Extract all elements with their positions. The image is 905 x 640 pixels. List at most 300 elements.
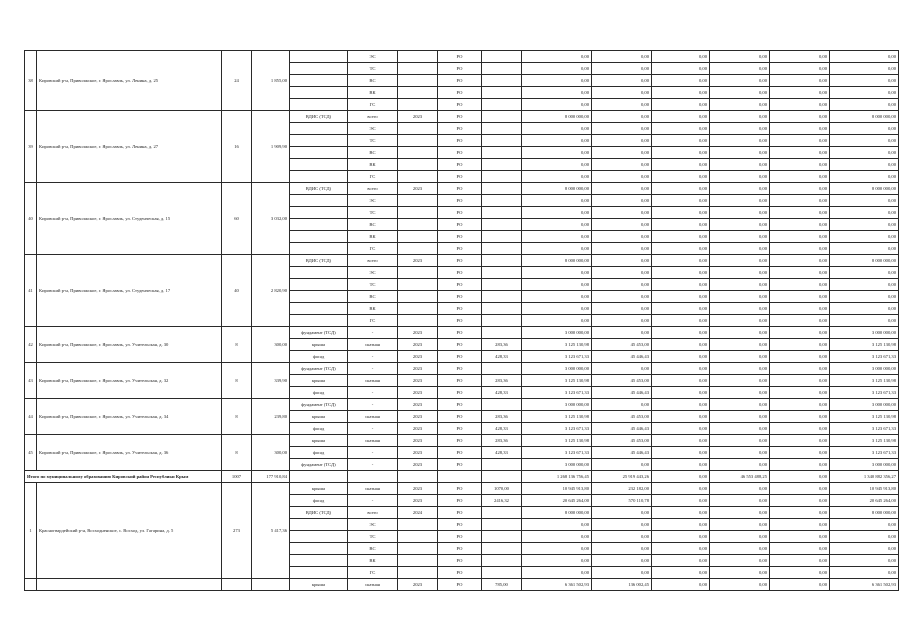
value-cell: [482, 279, 522, 291]
value-cell: 0,00: [710, 99, 770, 111]
value-cell: [290, 219, 348, 231]
empty-cell: [252, 579, 290, 591]
value-cell: 0,00: [710, 279, 770, 291]
value-cell: ВК: [348, 159, 398, 171]
value-cell: [482, 243, 522, 255]
value-cell: 0,00: [652, 243, 710, 255]
floors-cell: 8: [222, 363, 252, 399]
value-cell: 0,00: [652, 363, 710, 375]
row-number-cell: 1: [25, 483, 37, 579]
value-cell: 0,00: [710, 87, 770, 99]
table-row: [25, 255, 899, 267]
value-cell: 2023: [398, 375, 438, 387]
value-cell: 0,00: [592, 279, 652, 291]
value-cell: РО: [438, 519, 482, 531]
value-cell: [290, 243, 348, 255]
value-cell: всего: [348, 507, 398, 519]
value-cell: 0,00: [770, 123, 830, 135]
value-cell: 0,00: [592, 51, 652, 63]
value-cell: 428,33: [482, 351, 522, 363]
value-cell: 0,00: [592, 291, 652, 303]
value-cell: 0,00: [770, 159, 830, 171]
value-cell: [398, 51, 438, 63]
value-cell: скатная: [348, 435, 398, 447]
value-cell: [482, 159, 522, 171]
value-cell: [482, 111, 522, 123]
value-cell: [398, 147, 438, 159]
value-cell: 8 000 000,00: [830, 111, 899, 123]
value-cell: 0,00: [592, 135, 652, 147]
value-cell: ВДИС (ТСД): [290, 507, 348, 519]
value-cell: 0,00: [652, 219, 710, 231]
value-cell: 0,00: [652, 579, 710, 591]
value-cell: 0,00: [710, 567, 770, 579]
value-cell: 6 361 502,93: [522, 579, 592, 591]
value-cell: 0,00: [770, 183, 830, 195]
value-cell: [398, 279, 438, 291]
value-cell: 0,00: [652, 507, 710, 519]
value-cell: 785,00: [482, 579, 522, 591]
value-cell: -: [348, 459, 398, 471]
value-cell: 0,00: [652, 183, 710, 195]
floors-cell: 8: [222, 399, 252, 435]
value-cell: 0,00: [770, 255, 830, 267]
value-cell: 3 125 130,98: [830, 375, 899, 387]
value-cell: скатная: [348, 483, 398, 495]
value-cell: -: [348, 387, 398, 399]
value-cell: 0,00: [592, 99, 652, 111]
value-cell: [290, 123, 348, 135]
value-cell: РО: [438, 135, 482, 147]
floors-cell: 8: [222, 327, 252, 363]
value-cell: 0,00: [710, 543, 770, 555]
value-cell: 0,00: [592, 123, 652, 135]
value-cell: 0,00: [710, 495, 770, 507]
value-cell: [398, 267, 438, 279]
value-cell: 0,00: [592, 555, 652, 567]
value-cell: 0,00: [592, 171, 652, 183]
value-cell: 0,00: [592, 147, 652, 159]
value-cell: 0,00: [652, 135, 710, 147]
value-cell: [482, 315, 522, 327]
value-cell: 45 446,43: [592, 351, 652, 363]
value-cell: [290, 63, 348, 75]
value-cell: 3 125 130,98: [522, 339, 592, 351]
value-cell: 0,00: [770, 111, 830, 123]
value-cell: [398, 195, 438, 207]
row-number-cell: 39: [25, 111, 37, 183]
table-row: [25, 483, 899, 495]
value-cell: 0,00: [770, 63, 830, 75]
table-row: [25, 435, 899, 447]
table-row: [25, 363, 899, 375]
value-cell: РО: [438, 375, 482, 387]
value-cell: 0,00: [592, 255, 652, 267]
value-cell: [398, 567, 438, 579]
value-cell: [290, 531, 348, 543]
value-cell: РО: [438, 279, 482, 291]
value-cell: 0,00: [770, 567, 830, 579]
value-cell: РО: [438, 303, 482, 315]
value-cell: 0,00: [710, 111, 770, 123]
value-cell: 0,00: [652, 387, 710, 399]
area-cell: 339,90: [252, 363, 290, 399]
value-cell: ВК: [348, 87, 398, 99]
value-cell: крыша: [290, 339, 348, 351]
address-cell: Кировский р-н, Приволжское, г. Ярославль, ул. Ленина, д. 25: [37, 51, 222, 111]
value-cell: 3 123 671,33: [830, 351, 899, 363]
value-cell: 0,00: [770, 447, 830, 459]
value-cell: [482, 519, 522, 531]
value-cell: [482, 63, 522, 75]
value-cell: [398, 159, 438, 171]
value-cell: [398, 231, 438, 243]
value-cell: 0,00: [592, 459, 652, 471]
value-cell: 0,00: [770, 363, 830, 375]
value-cell: [398, 219, 438, 231]
value-cell: РО: [438, 363, 482, 375]
value-cell: [398, 519, 438, 531]
value-cell: -: [348, 399, 398, 411]
value-cell: 3 000 000,00: [522, 363, 592, 375]
value-cell: 0,00: [770, 531, 830, 543]
value-cell: РО: [438, 507, 482, 519]
value-cell: 0,00: [710, 123, 770, 135]
value-cell: 0,00: [592, 363, 652, 375]
value-cell: [398, 135, 438, 147]
value-cell: РО: [438, 315, 482, 327]
value-cell: 3 000 000,00: [830, 399, 899, 411]
value-cell: 0,00: [710, 147, 770, 159]
value-cell: 0,00: [652, 459, 710, 471]
value-cell: 0,00: [770, 483, 830, 495]
value-cell: [290, 231, 348, 243]
value-cell: 570 110,78: [592, 495, 652, 507]
value-cell: 0,00: [522, 543, 592, 555]
total-area-cell: 177 910,84: [252, 471, 290, 483]
value-cell: 0,00: [522, 303, 592, 315]
value-cell: 0,00: [652, 339, 710, 351]
value-cell: [290, 279, 348, 291]
address-cell: Кировский р-н, Приволжское, г. Ярославль, ул. Учительская, д. 34: [37, 399, 222, 435]
value-cell: 0,00: [522, 123, 592, 135]
value-cell: [482, 207, 522, 219]
value-cell: 428,33: [482, 423, 522, 435]
value-cell: 0,00: [710, 555, 770, 567]
value-cell: -: [348, 351, 398, 363]
value-cell: 0,00: [592, 315, 652, 327]
value-cell: фундамент (ТСД): [290, 327, 348, 339]
value-cell: 3 000 000,00: [522, 399, 592, 411]
value-cell: [290, 75, 348, 87]
value-cell: 428,33: [482, 387, 522, 399]
floors-cell: 40: [222, 255, 252, 327]
value-cell: [482, 123, 522, 135]
value-cell: [482, 255, 522, 267]
table-row: [25, 111, 899, 123]
value-cell: 2023: [398, 447, 438, 459]
value-cell: РО: [438, 543, 482, 555]
value-cell: [482, 51, 522, 63]
value-cell: 0,00: [770, 579, 830, 591]
value-cell: [482, 171, 522, 183]
value-cell: 0,00: [522, 207, 592, 219]
value-cell: ЭС: [348, 267, 398, 279]
value-cell: 20 645 264,00: [830, 495, 899, 507]
value-cell: 0,00: [830, 123, 899, 135]
value-cell: 232 182,00: [592, 483, 652, 495]
value-cell: РО: [438, 483, 482, 495]
total-value-cell: 25 919 443,26: [592, 471, 652, 483]
value-cell: 10 945 913,80: [522, 483, 592, 495]
value-cell: всего: [348, 111, 398, 123]
value-cell: [290, 291, 348, 303]
value-cell: 0,00: [770, 399, 830, 411]
value-cell: 0,00: [770, 375, 830, 387]
total-row: [25, 471, 899, 483]
value-cell: 6 361 502,93: [830, 579, 899, 591]
document-table: [24, 50, 899, 591]
value-cell: 0,00: [830, 519, 899, 531]
value-cell: ВДИС (ТСД): [290, 255, 348, 267]
total-value-cell: [482, 471, 522, 483]
value-cell: 0,00: [592, 327, 652, 339]
value-cell: ЭС: [348, 195, 398, 207]
value-cell: крыша: [290, 435, 348, 447]
value-cell: 0,00: [592, 159, 652, 171]
value-cell: 136 002,45: [592, 579, 652, 591]
value-cell: [290, 147, 348, 159]
value-cell: 2023: [398, 183, 438, 195]
value-cell: 0,00: [710, 207, 770, 219]
value-cell: [482, 195, 522, 207]
value-cell: 0,00: [770, 411, 830, 423]
value-cell: 45 453,00: [592, 435, 652, 447]
value-cell: скатная: [348, 375, 398, 387]
value-cell: 3 123 671,33: [522, 351, 592, 363]
row-number-cell: 42: [25, 327, 37, 363]
value-cell: [398, 555, 438, 567]
value-cell: ГС: [348, 99, 398, 111]
total-value-cell: [398, 471, 438, 483]
value-cell: 3 125 130,98: [522, 411, 592, 423]
value-cell: [398, 87, 438, 99]
value-cell: РО: [438, 579, 482, 591]
value-cell: 0,00: [710, 267, 770, 279]
value-cell: 0,00: [652, 315, 710, 327]
value-cell: 3 123 671,33: [830, 387, 899, 399]
value-cell: [482, 507, 522, 519]
value-cell: 0,00: [522, 567, 592, 579]
value-cell: 0,00: [830, 243, 899, 255]
value-cell: [482, 87, 522, 99]
value-cell: РО: [438, 255, 482, 267]
value-cell: [290, 171, 348, 183]
value-cell: 8 000 000,00: [522, 255, 592, 267]
value-cell: РО: [438, 195, 482, 207]
total-value-cell: [348, 471, 398, 483]
value-cell: 45 453,00: [592, 411, 652, 423]
total-value-cell: [290, 471, 348, 483]
value-cell: [482, 303, 522, 315]
value-cell: 0,00: [830, 207, 899, 219]
value-cell: РО: [438, 267, 482, 279]
value-cell: 0,00: [710, 399, 770, 411]
value-cell: 0,00: [592, 399, 652, 411]
value-cell: 0,00: [592, 63, 652, 75]
value-cell: 0,00: [830, 195, 899, 207]
value-cell: 3 123 671,33: [830, 423, 899, 435]
value-cell: 0,00: [652, 555, 710, 567]
value-cell: 0,00: [830, 315, 899, 327]
value-cell: фундамент (ТСД): [290, 399, 348, 411]
table-body: [25, 51, 899, 591]
value-cell: РО: [438, 555, 482, 567]
value-cell: РО: [438, 207, 482, 219]
value-cell: -: [348, 327, 398, 339]
value-cell: 0,00: [830, 219, 899, 231]
value-cell: 0,00: [652, 543, 710, 555]
value-cell: 0,00: [652, 51, 710, 63]
value-cell: [482, 231, 522, 243]
address-cell: Кировский р-н, Приволжское, г. Ярославль, ул. Учительская, д. 36: [37, 435, 222, 471]
value-cell: 0,00: [592, 195, 652, 207]
value-cell: 2023: [398, 255, 438, 267]
value-cell: РО: [438, 435, 482, 447]
value-cell: ГС: [348, 243, 398, 255]
value-cell: 0,00: [652, 87, 710, 99]
value-cell: 8 000 000,00: [830, 255, 899, 267]
value-cell: [398, 171, 438, 183]
value-cell: [398, 99, 438, 111]
value-cell: РО: [438, 147, 482, 159]
address-cell: Красногвардейский р-н, Восходненское, с. Восход, ул. Гагарина, д. 5: [37, 483, 222, 579]
value-cell: 0,00: [652, 291, 710, 303]
value-cell: 0,00: [522, 75, 592, 87]
value-cell: [290, 159, 348, 171]
value-cell: 2023: [398, 327, 438, 339]
value-cell: 0,00: [830, 87, 899, 99]
value-cell: 0,00: [830, 567, 899, 579]
value-cell: 8 000 000,00: [830, 507, 899, 519]
value-cell: [482, 147, 522, 159]
value-cell: 0,00: [592, 243, 652, 255]
value-cell: 0,00: [592, 111, 652, 123]
floors-cell: 16: [222, 111, 252, 183]
value-cell: РО: [438, 63, 482, 75]
value-cell: 0,00: [652, 279, 710, 291]
floors-cell: 60: [222, 183, 252, 255]
value-cell: [482, 219, 522, 231]
value-cell: 0,00: [710, 423, 770, 435]
value-cell: 0,00: [830, 543, 899, 555]
value-cell: 0,00: [770, 315, 830, 327]
value-cell: ГС: [348, 315, 398, 327]
address-cell: Кировский р-н, Приволжское, г. Ярославль, ул. Студенческая, д. 15: [37, 183, 222, 255]
value-cell: ЭС: [348, 123, 398, 135]
total-value-cell: 0,00: [770, 471, 830, 483]
address-cell: Кировский р-н, Приволжское, г. Ярославль, ул. Студенческая, д. 17: [37, 255, 222, 327]
value-cell: 45 446,43: [592, 447, 652, 459]
area-cell: 3 032,00: [252, 183, 290, 255]
value-cell: 3 123 671,33: [522, 387, 592, 399]
value-cell: 0,00: [710, 291, 770, 303]
value-cell: РО: [438, 567, 482, 579]
value-cell: ВС: [348, 219, 398, 231]
total-value-cell: 0,00: [652, 471, 710, 483]
value-cell: 0,00: [710, 339, 770, 351]
value-cell: ТС: [348, 135, 398, 147]
value-cell: фасад: [290, 447, 348, 459]
area-cell: 2 820,90: [252, 255, 290, 327]
value-cell: скатная: [348, 579, 398, 591]
value-cell: 2023: [398, 459, 438, 471]
value-cell: РО: [438, 459, 482, 471]
value-cell: [290, 195, 348, 207]
value-cell: ВС: [348, 75, 398, 87]
value-cell: 0,00: [710, 243, 770, 255]
value-cell: ЭС: [348, 51, 398, 63]
value-cell: 0,00: [592, 267, 652, 279]
value-cell: 2023: [398, 399, 438, 411]
value-cell: 2023: [398, 423, 438, 435]
value-cell: 0,00: [710, 507, 770, 519]
value-cell: -: [348, 423, 398, 435]
value-cell: [290, 267, 348, 279]
value-cell: фасад: [290, 351, 348, 363]
value-cell: 0,00: [652, 411, 710, 423]
value-cell: 0,00: [522, 315, 592, 327]
value-cell: 3 123 671,33: [830, 447, 899, 459]
address-cell: Кировский р-н, Приволжское, г. Ярославль, ул. Ленина, д. 27: [37, 111, 222, 183]
value-cell: РО: [438, 219, 482, 231]
value-cell: РО: [438, 291, 482, 303]
value-cell: -: [348, 363, 398, 375]
value-cell: [398, 207, 438, 219]
value-cell: 3 000 000,00: [830, 327, 899, 339]
value-cell: 0,00: [830, 99, 899, 111]
value-cell: 0,00: [592, 507, 652, 519]
value-cell: 0,00: [710, 51, 770, 63]
value-cell: крыша: [290, 483, 348, 495]
value-cell: 0,00: [522, 243, 592, 255]
value-cell: [398, 75, 438, 87]
row-number-cell: 43: [25, 363, 37, 399]
value-cell: 0,00: [652, 519, 710, 531]
value-cell: 0,00: [770, 87, 830, 99]
value-cell: 3 000 000,00: [522, 459, 592, 471]
value-cell: [398, 303, 438, 315]
value-cell: 0,00: [770, 279, 830, 291]
area-cell: 300,00: [252, 435, 290, 471]
value-cell: 0,00: [710, 531, 770, 543]
value-cell: 3 125 130,98: [522, 435, 592, 447]
value-cell: 0,00: [522, 231, 592, 243]
value-cell: 0,00: [652, 567, 710, 579]
value-cell: 0,00: [710, 171, 770, 183]
table-row: [25, 327, 899, 339]
value-cell: 0,00: [522, 279, 592, 291]
value-cell: 0,00: [522, 555, 592, 567]
value-cell: 0,00: [830, 75, 899, 87]
value-cell: ТС: [348, 63, 398, 75]
value-cell: 0,00: [710, 303, 770, 315]
value-cell: 0,00: [592, 207, 652, 219]
value-cell: 8 000 000,00: [522, 183, 592, 195]
value-cell: [398, 63, 438, 75]
value-cell: 0,00: [710, 255, 770, 267]
value-cell: 0,00: [710, 75, 770, 87]
